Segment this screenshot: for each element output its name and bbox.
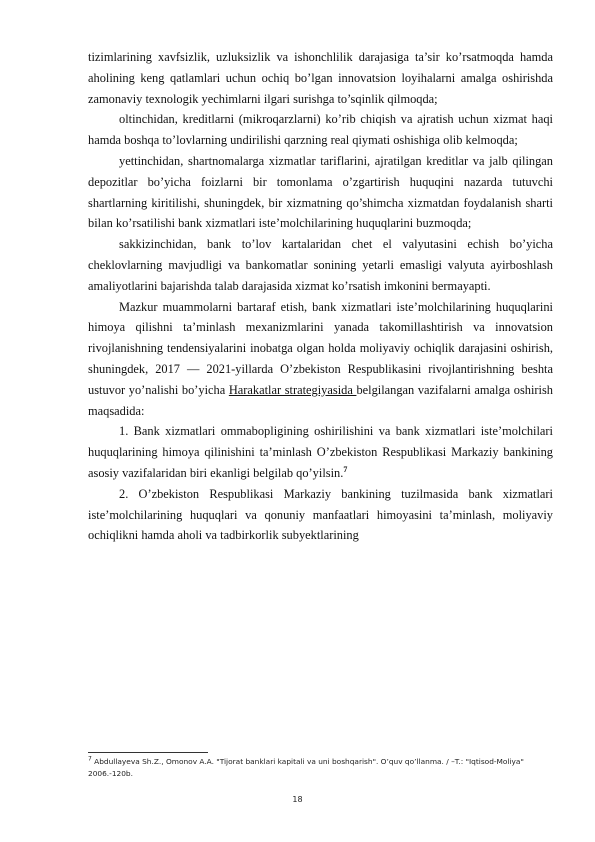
footnote-text: Abdullayeva Sh.Z., Omonov A.A. "Tijorat banklari kapitali va uni boshqarish". O’quv qo’llanma. / –T.: "Iqtisod-Moliya" 2006.-120b. — [88, 757, 524, 778]
paragraph-item-1 — [88, 421, 553, 483]
body-text — [88, 47, 553, 546]
footnote-ref[interactable]: 7 — [343, 464, 348, 474]
paragraph-eighth-point: sakkizinchidan, bank to’lov kartalaridan chet el valyutasini echish bo’yicha cheklovlarning mavjudligi va bankomatlar sonining yetarli emasligi valyuta ayirboshlash amaliyotlarini bajarishda talab darajasida xizmat ko’rsatish imkonini bermayapti. — [88, 237, 553, 293]
footnote — [88, 756, 558, 780]
item-1-text: 1. Bank xizmatlari ommabopligining oshirilishini va bank xizmatlari iste’molchilari huquqlarining himoya qilinishini ta’minlash O’zbekiston Respublikasi Markaziy bankining asosiy vazifalaridan biri ekanligi belgilab qo’yilsin. — [88, 424, 553, 480]
paragraph-sixth-point: oltinchidan, kreditlarni (mikroqarzlarni) ko’rib chiqish va ajratish uchun xizmat haqi hamda boshqa to’lovlarning undirilishi qarzning real qiymati oshishiga olib kelmoqda; — [88, 112, 553, 148]
page-number: 18 — [292, 795, 303, 804]
footnote-divider — [88, 752, 208, 753]
paragraph-item-2: 2. O’zbekiston Respublikasi Markaziy bankining tuzilmasida bank xizmatlari iste’molchilarining huquqlari va qonuniy manfaatlari himoyasini ta’minlash, moliyaviy ochiqlikni hamda aholi va tadbirkorlik subyektlarining — [88, 486, 553, 543]
footnote-marker: 7 — [88, 755, 92, 763]
paragraph-seventh-point: yettinchidan, shartnomalarga xizmatlar tariflarini, ajratilgan kreditlar va jalb qilingan depozitlar bo’yicha foizlarni bir tomonlama o’zgartirish huquqini nazarda tutuvchi shartlarning kiritilishi, shuningdek, bir xizmatning qo’shimcha xizmatdan foydalanish sharti bilan ko’rsatilishi bank xizmatlari iste’molchilarining huquqlarini buzmoqda; — [88, 153, 553, 231]
strategy-link[interactable]: Harakatlar strategiyasida — [228, 382, 357, 397]
purpose-text-before: Mazkur muammolarni bartaraf etish, bank xizmatlari iste’molchilarining huquqlarini himoya qilishni ta’minlash mexanizmlarini yanada takomillashtirish va innovatsion rivojlanishning tendensiyalarini inobatga olgan holda moliyaviy ochiqlik darajasini oshirish, shuningdek, 2017 — 2021-yillarda O’zbekiston Respublikasini rivojlantirishning beshta ustuvor yo’nalishi bo’yicha — [88, 299, 553, 397]
paragraph-continuation: tizimlarining xavfsizlik, uzluksizlik va ishonchlilik darajasiga ta’sir ko’rsatmoqda hamda aholining keng qatlamlari uchun ochiq bo’lgan innovatsion loyihalarni amalga oshirishda zamonaviy texnologik yechimlarni ilgari surishga to’sqinlik qilmoqda; — [88, 50, 553, 106]
paragraph-purpose — [88, 297, 553, 422]
purpose-text-after: belgilangan vazifalarni amalga oshirish maqsadida: — [88, 382, 553, 418]
